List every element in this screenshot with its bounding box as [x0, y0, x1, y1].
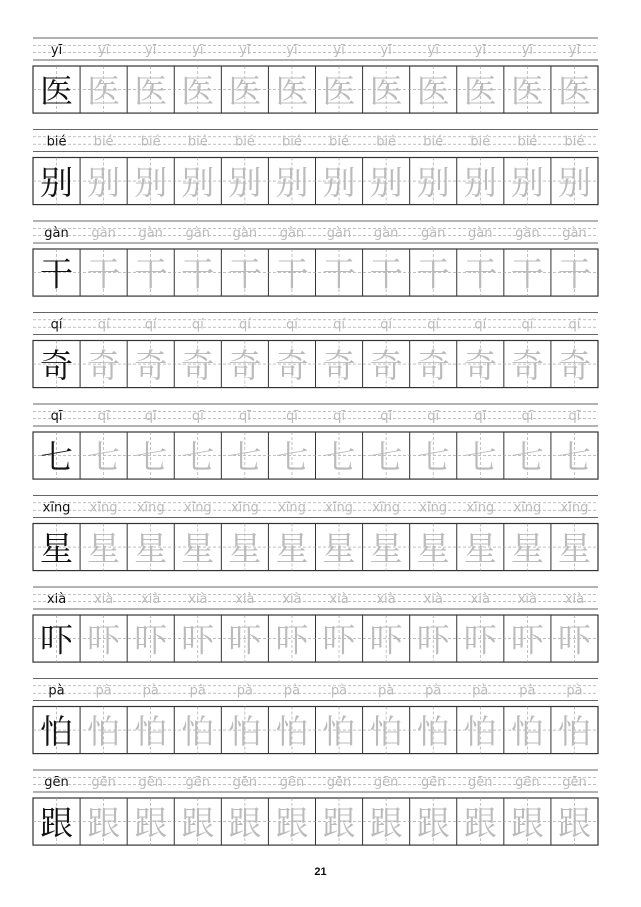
- pinyin-trace: yī: [521, 42, 534, 58]
- character-trace: 星: [557, 528, 591, 568]
- character-trace: 医: [463, 71, 497, 111]
- character-trace: 别: [134, 162, 168, 202]
- pinyin-trace: qí: [521, 317, 534, 333]
- pinyin-trace: qí: [144, 317, 157, 333]
- pinyin-trace: gēn: [185, 774, 211, 790]
- pinyin-trace: pà: [95, 683, 112, 699]
- character-trace: 吓: [369, 620, 403, 660]
- character-trace: 吓: [87, 620, 121, 660]
- pinyin-trace: qī: [191, 408, 204, 424]
- pinyin-trace: xià: [564, 591, 585, 607]
- character-trace: 干: [557, 254, 591, 294]
- character-trace: 干: [181, 254, 215, 294]
- character-trace: 七: [275, 437, 309, 477]
- practice-row: [33, 496, 598, 571]
- pinyin-trace: xīng: [419, 500, 448, 516]
- pinyin-trace: gēn: [91, 774, 116, 790]
- pinyin-trace: qí: [97, 317, 110, 333]
- pinyin-trace: qī: [238, 408, 251, 424]
- pinyin-trace: xià: [423, 591, 443, 607]
- pinyin-trace: yī: [474, 42, 486, 58]
- pinyin-trace: gēn: [326, 774, 352, 790]
- pinyin-model: pà: [48, 683, 65, 699]
- character-trace: 干: [87, 254, 121, 294]
- pinyin-trace: bié: [564, 134, 585, 150]
- pinyin-trace: xīng: [372, 500, 401, 516]
- practice-row: [33, 404, 598, 479]
- character-trace: 别: [181, 162, 215, 202]
- pinyin-trace: bié: [470, 134, 491, 150]
- practice-row: [33, 770, 598, 845]
- pinyin-trace: qí: [380, 317, 393, 333]
- character-trace: 跟: [510, 803, 544, 843]
- character-trace: 怕: [181, 711, 215, 751]
- pinyin-model: gàn: [44, 225, 69, 241]
- pinyin-trace: gàn: [420, 225, 446, 241]
- pinyin-trace: xīng: [136, 500, 165, 516]
- pinyin-trace: xīng: [560, 500, 589, 516]
- pinyin-trace: xià: [517, 591, 538, 607]
- character-trace: 星: [463, 528, 497, 568]
- practice-row: [33, 130, 598, 205]
- character-trace: 吓: [416, 620, 450, 660]
- character-trace: 跟: [416, 803, 450, 843]
- pinyin-trace: gēn: [515, 774, 540, 790]
- pinyin-trace: xià: [141, 591, 161, 607]
- character-trace: 别: [322, 162, 356, 202]
- character-trace: 跟: [228, 803, 262, 843]
- pinyin-trace: qí: [333, 317, 345, 333]
- practice-row: [33, 38, 598, 113]
- pinyin-trace: yī: [145, 42, 157, 58]
- pinyin-trace: pà: [189, 683, 206, 699]
- character-trace: 七: [463, 437, 497, 477]
- pinyin-trace: qī: [521, 408, 534, 424]
- character-trace: 星: [134, 528, 168, 568]
- character-trace: 怕: [134, 711, 168, 751]
- pinyin-trace: bié: [234, 134, 255, 150]
- pinyin-trace: yī: [192, 42, 204, 58]
- character-trace: 跟: [322, 803, 356, 843]
- pinyin-trace: xīng: [513, 500, 542, 516]
- pinyin-trace: qī: [286, 408, 298, 424]
- character-trace: 奇: [181, 345, 215, 385]
- character-trace: 怕: [87, 711, 121, 751]
- pinyin-trace: xià: [470, 591, 490, 607]
- pinyin-trace: qī: [568, 408, 581, 424]
- pinyin-trace: bié: [517, 134, 538, 150]
- pinyin-trace: xià: [282, 591, 302, 607]
- pinyin-trace: xià: [235, 591, 255, 607]
- practice-row: [33, 679, 598, 754]
- pinyin-trace: qí: [191, 317, 204, 333]
- character-trace: 医: [322, 71, 356, 111]
- character-trace: 跟: [557, 803, 591, 843]
- pinyin-trace: pà: [519, 683, 536, 699]
- character-trace: 干: [134, 254, 168, 294]
- character-trace: 跟: [87, 803, 121, 843]
- pinyin-trace: qī: [97, 408, 110, 424]
- character-trace: 七: [369, 437, 403, 477]
- pinyin-trace: bié: [140, 134, 161, 150]
- pinyin-trace: pà: [330, 683, 348, 699]
- character-trace: 别: [510, 162, 544, 202]
- character-trace: 别: [463, 162, 497, 202]
- character-trace: 七: [134, 437, 168, 477]
- pinyin-trace: pà: [236, 683, 253, 699]
- pinyin-trace: qí: [427, 317, 440, 333]
- pinyin-trace: yī: [568, 42, 581, 58]
- pinyin-model: yī: [50, 42, 63, 58]
- character-trace: 七: [322, 437, 356, 477]
- pinyin-trace: gēn: [562, 774, 587, 790]
- character-trace: 跟: [369, 803, 403, 843]
- pinyin-trace: qī: [144, 408, 157, 424]
- character-trace: 别: [275, 162, 309, 202]
- pinyin-trace: gēn: [279, 774, 305, 790]
- character-trace: 吓: [322, 620, 356, 660]
- pinyin-trace: xīng: [466, 500, 495, 516]
- character-trace: 医: [181, 71, 215, 111]
- pinyin-trace: pà: [283, 683, 301, 699]
- pinyin-trace: yī: [239, 42, 251, 58]
- character-trace: 七: [557, 437, 591, 477]
- character-trace: 星: [369, 528, 403, 568]
- character-trace: 干: [275, 254, 309, 294]
- pinyin-trace: qī: [380, 408, 393, 424]
- character-trace: 跟: [275, 803, 309, 843]
- character-trace: 奇: [510, 345, 544, 385]
- character-model: 七: [40, 437, 74, 477]
- character-trace: 怕: [557, 711, 591, 751]
- character-trace: 七: [416, 437, 450, 477]
- pinyin-trace: gàn: [138, 225, 163, 241]
- character-model: 吓: [40, 620, 74, 660]
- character-trace: 医: [369, 71, 403, 111]
- character-trace: 别: [557, 162, 591, 202]
- pinyin-trace: bié: [376, 134, 397, 150]
- character-trace: 怕: [416, 711, 450, 751]
- pinyin-trace: qí: [568, 317, 581, 333]
- page-number: 21: [314, 866, 327, 878]
- character-trace: 干: [510, 254, 544, 294]
- pinyin-trace: gàn: [185, 225, 211, 241]
- character-trace: 奇: [228, 345, 262, 385]
- character-trace: 奇: [463, 345, 497, 385]
- character-trace: 星: [228, 528, 262, 568]
- character-trace: 干: [369, 254, 403, 294]
- pinyin-trace: xià: [188, 591, 208, 607]
- pinyin-trace: xīng: [230, 500, 259, 516]
- character-trace: 别: [87, 162, 121, 202]
- pinyin-trace: yī: [97, 42, 110, 58]
- character-trace: 吓: [134, 620, 168, 660]
- pinyin-trace: pà: [142, 683, 159, 699]
- character-trace: 跟: [463, 803, 497, 843]
- character-trace: 吓: [463, 620, 497, 660]
- character-trace: 医: [228, 71, 262, 111]
- character-model: 怕: [40, 711, 74, 751]
- character-trace: 干: [322, 254, 356, 294]
- pinyin-trace: xià: [376, 591, 396, 607]
- pinyin-trace: xià: [329, 591, 349, 607]
- character-trace: 七: [510, 437, 544, 477]
- character-trace: 星: [181, 528, 215, 568]
- character-trace: 奇: [275, 345, 309, 385]
- pinyin-trace: bié: [93, 134, 114, 150]
- pinyin-trace: xīng: [89, 500, 118, 516]
- character-trace: 奇: [87, 345, 121, 385]
- character-trace: 七: [87, 437, 121, 477]
- pinyin-trace: pà: [566, 683, 583, 699]
- character-trace: 怕: [322, 711, 356, 751]
- pinyin-trace: gàn: [232, 225, 258, 241]
- character-model: 别: [40, 162, 74, 202]
- pinyin-model: xīng: [42, 500, 71, 516]
- pinyin-trace: gēn: [232, 774, 258, 790]
- pinyin-trace: xià: [93, 591, 114, 607]
- pinyin-trace: gēn: [468, 774, 493, 790]
- pinyin-trace: yī: [286, 42, 298, 58]
- pinyin-trace: yī: [427, 42, 439, 58]
- character-trace: 别: [369, 162, 403, 202]
- pinyin-trace: gàn: [515, 225, 540, 241]
- practice-row: [33, 587, 598, 662]
- character-trace: 怕: [510, 711, 544, 751]
- pinyin-trace: bié: [423, 134, 444, 150]
- character-trace: 怕: [275, 711, 309, 751]
- character-trace: 奇: [134, 345, 168, 385]
- character-trace: 奇: [369, 345, 403, 385]
- pinyin-trace: qí: [474, 317, 487, 333]
- pinyin-trace: qī: [427, 408, 440, 424]
- pinyin-trace: gàn: [279, 225, 305, 241]
- pinyin-trace: bié: [329, 134, 349, 150]
- pinyin-model: bié: [46, 134, 67, 150]
- pinyin-trace: qī: [333, 408, 345, 424]
- character-model: 跟: [40, 803, 74, 843]
- pinyin-trace: pà: [472, 683, 489, 699]
- pinyin-trace: pà: [378, 683, 395, 699]
- pinyin-trace: gàn: [326, 225, 352, 241]
- pinyin-trace: yī: [380, 42, 392, 58]
- character-trace: 医: [557, 71, 591, 111]
- practice-row: [33, 313, 598, 388]
- pinyin-model: qī: [50, 408, 63, 424]
- character-trace: 怕: [463, 711, 497, 751]
- pinyin-model: gēn: [44, 774, 69, 790]
- character-model: 奇: [40, 345, 74, 385]
- pinyin-trace: xīng: [278, 500, 306, 516]
- character-trace: 医: [416, 71, 450, 111]
- character-trace: 医: [275, 71, 309, 111]
- character-trace: 吓: [557, 620, 591, 660]
- character-model: 医: [40, 71, 74, 111]
- pinyin-model: qí: [50, 317, 63, 333]
- character-trace: 吓: [275, 620, 309, 660]
- character-trace: 跟: [181, 803, 215, 843]
- character-model: 星: [40, 528, 74, 568]
- pinyin-trace: gàn: [91, 225, 116, 241]
- character-trace: 奇: [322, 345, 356, 385]
- pinyin-trace: xīng: [325, 500, 353, 516]
- character-trace: 干: [228, 254, 262, 294]
- character-trace: 吓: [228, 620, 262, 660]
- pinyin-model: xià: [46, 591, 67, 607]
- character-trace: 别: [228, 162, 262, 202]
- pinyin-trace: gēn: [420, 774, 446, 790]
- character-trace: 医: [87, 71, 121, 111]
- pinyin-trace: qí: [238, 317, 251, 333]
- practice-row: [33, 221, 598, 296]
- character-trace: 别: [416, 162, 450, 202]
- character-trace: 干: [463, 254, 497, 294]
- pinyin-trace: gàn: [468, 225, 493, 241]
- character-trace: 吓: [510, 620, 544, 660]
- character-trace: 七: [181, 437, 215, 477]
- character-trace: 怕: [228, 711, 262, 751]
- pinyin-trace: bié: [187, 134, 208, 150]
- pinyin-trace: xīng: [183, 500, 212, 516]
- pinyin-trace: gàn: [373, 225, 399, 241]
- pinyin-trace: gēn: [138, 774, 163, 790]
- character-trace: 怕: [369, 711, 403, 751]
- character-trace: 星: [87, 528, 121, 568]
- character-trace: 星: [416, 528, 450, 568]
- pinyin-trace: qí: [286, 317, 298, 333]
- character-trace: 奇: [416, 345, 450, 385]
- pinyin-trace: pà: [425, 683, 442, 699]
- character-trace: 吓: [181, 620, 215, 660]
- character-trace: 医: [510, 71, 544, 111]
- character-trace: 星: [322, 528, 356, 568]
- pinyin-trace: yī: [333, 42, 345, 58]
- character-trace: 干: [416, 254, 450, 294]
- pinyin-trace: gàn: [562, 225, 587, 241]
- pinyin-trace: qī: [474, 408, 487, 424]
- character-trace: 星: [275, 528, 309, 568]
- character-trace: 七: [228, 437, 262, 477]
- character-trace: 跟: [134, 803, 168, 843]
- pinyin-trace: bié: [282, 134, 302, 150]
- pinyin-trace: gēn: [373, 774, 399, 790]
- character-trace: 奇: [557, 345, 591, 385]
- character-trace: 星: [510, 528, 544, 568]
- character-trace: 医: [134, 71, 168, 111]
- character-model: 干: [40, 254, 74, 294]
